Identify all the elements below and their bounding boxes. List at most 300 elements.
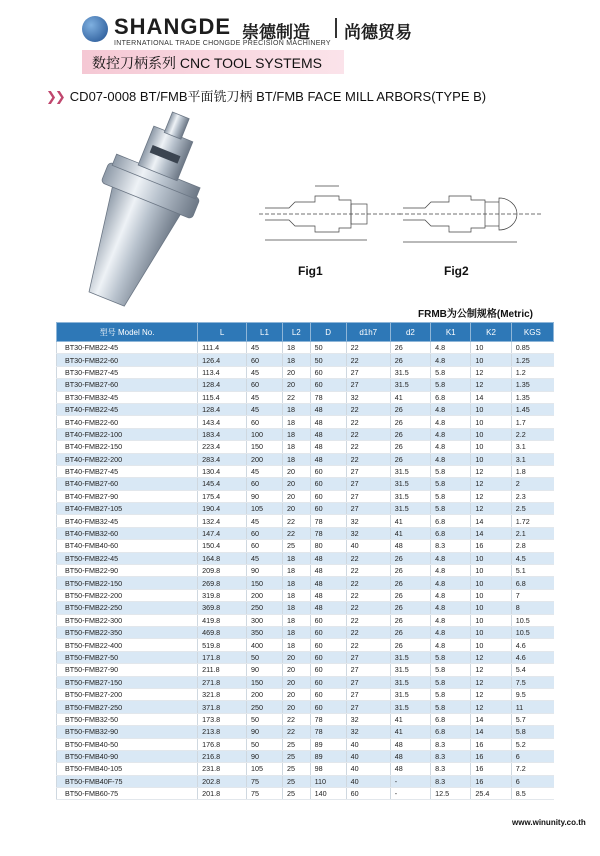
table-row <box>57 503 554 515</box>
table-row <box>57 453 554 465</box>
table-cell: 6.8 <box>431 713 471 725</box>
table-cell: 50 <box>246 738 282 750</box>
model-cell: BT30-FMB27-45 <box>57 366 198 378</box>
table-cell: 2 <box>511 478 553 490</box>
column-header: KGS <box>511 323 553 342</box>
table-cell: 4.5 <box>511 552 553 564</box>
table-cell: 3.1 <box>511 453 553 465</box>
table-cell: 111.4 <box>198 342 247 354</box>
table-row <box>57 775 554 787</box>
table-row <box>57 490 554 502</box>
table-cell: 469.8 <box>198 626 247 638</box>
table-cell: 20 <box>283 688 311 700</box>
fig2-drawing <box>395 180 545 250</box>
table-cell: 12 <box>471 490 511 502</box>
table-cell: 48 <box>310 441 346 453</box>
table-cell: 27 <box>346 701 390 713</box>
model-cell: BT40-FMB27-60 <box>57 478 198 490</box>
table-cell: 4.8 <box>431 416 471 428</box>
website-url: www.winunity.co.th <box>512 818 586 827</box>
table-cell: 147.4 <box>198 527 247 539</box>
table-cell: 369.8 <box>198 602 247 614</box>
table-cell: 173.8 <box>198 713 247 725</box>
table-cell: 27 <box>346 651 390 663</box>
table-cell: 8.3 <box>431 775 471 787</box>
model-cell: BT40-FMB22-45 <box>57 403 198 415</box>
table-cell: 18 <box>283 614 311 626</box>
table-cell: 11 <box>511 701 553 713</box>
table-cell: 45 <box>246 366 282 378</box>
table-cell: 20 <box>283 651 311 663</box>
table-cell: 26 <box>390 565 430 577</box>
product-title: CD07-0008 BT/FMB平面铣刀柄 BT/FMB FACE MILL ARBORS(TYPE B) <box>69 89 487 104</box>
column-header: L <box>198 323 247 342</box>
table-cell: 5.4 <box>511 664 553 676</box>
table-cell: 48 <box>310 602 346 614</box>
table-cell: 22 <box>346 589 390 601</box>
table-cell: 175.4 <box>198 490 247 502</box>
table-cell: 18 <box>283 589 311 601</box>
table-row <box>57 416 554 428</box>
table-cell: 371.8 <box>198 701 247 713</box>
table-cell: 8.5 <box>511 788 553 800</box>
table-cell: 60 <box>310 379 346 391</box>
table-cell: 6 <box>511 750 553 762</box>
table-cell: 1.25 <box>511 354 553 366</box>
table-row <box>57 354 554 366</box>
table-cell: 27 <box>346 465 390 477</box>
table-cell: 60 <box>310 688 346 700</box>
model-cell: BT50-FMB22-150 <box>57 577 198 589</box>
table-cell: 48 <box>310 577 346 589</box>
table-row <box>57 614 554 626</box>
table-cell: 3.1 <box>511 441 553 453</box>
table-cell: 4.8 <box>431 614 471 626</box>
table-cell: 10.5 <box>511 614 553 626</box>
table-cell: 190.4 <box>198 503 247 515</box>
table-cell: 45 <box>246 391 282 403</box>
table-cell: 60 <box>310 503 346 515</box>
table-cell: 250 <box>246 701 282 713</box>
table-cell: 10 <box>471 441 511 453</box>
model-cell: BT40-FMB27-90 <box>57 490 198 502</box>
table-cell: 130.4 <box>198 465 247 477</box>
table-cell: 519.8 <box>198 639 247 651</box>
model-cell: BT40-FMB22-60 <box>57 416 198 428</box>
model-cell: BT30-FMB32-45 <box>57 391 198 403</box>
table-cell: 6.8 <box>431 726 471 738</box>
table-cell: 32 <box>346 713 390 725</box>
table-cell: 45 <box>246 342 282 354</box>
model-cell: BT40-FMB32-45 <box>57 515 198 527</box>
table-cell: 25.4 <box>471 788 511 800</box>
table-cell: 90 <box>246 565 282 577</box>
table-cell: 60 <box>310 366 346 378</box>
table-cell: 202.8 <box>198 775 247 787</box>
table-cell: 16 <box>471 540 511 552</box>
table-cell: 25 <box>283 738 311 750</box>
table-cell: 1.72 <box>511 515 553 527</box>
table-cell: 31.5 <box>390 478 430 490</box>
table-cell: 22 <box>283 726 311 738</box>
table-cell: 26 <box>390 626 430 638</box>
table-row <box>57 441 554 453</box>
table-cell: 10 <box>471 614 511 626</box>
table-cell: 48 <box>390 750 430 762</box>
table-cell: 48 <box>390 540 430 552</box>
table-row <box>57 664 554 676</box>
table-cell: 6 <box>511 775 553 787</box>
table-cell: 31.5 <box>390 664 430 676</box>
table-cell: 80 <box>310 540 346 552</box>
table-cell: 7.2 <box>511 763 553 775</box>
table-cell: 27 <box>346 490 390 502</box>
table-cell: 20 <box>283 490 311 502</box>
tool-holder-photo <box>58 110 238 310</box>
table-cell: 26 <box>390 441 430 453</box>
table-row <box>57 403 554 415</box>
table-cell: 4.8 <box>431 552 471 564</box>
table-cell: 5.8 <box>431 503 471 515</box>
metric-note: FRMB为公制规格(Metric) <box>418 309 533 320</box>
table-cell: 231.8 <box>198 763 247 775</box>
table-cell: 41 <box>390 713 430 725</box>
table-cell: 20 <box>283 379 311 391</box>
brand-cn-name-2: 尚德贸易 <box>344 23 412 42</box>
model-cell: BT30-FMB27-60 <box>57 379 198 391</box>
table-cell: 41 <box>390 527 430 539</box>
table-row <box>57 379 554 391</box>
table-row <box>57 639 554 651</box>
table-cell: 22 <box>283 527 311 539</box>
model-cell: BT40-FMB40-60 <box>57 540 198 552</box>
table-cell: 5.8 <box>431 366 471 378</box>
table-cell: 12 <box>471 503 511 515</box>
table-cell: 2.3 <box>511 490 553 502</box>
table-cell: 4.8 <box>431 342 471 354</box>
table-cell: 2.2 <box>511 428 553 440</box>
table-cell: 60 <box>310 478 346 490</box>
table-cell: 50 <box>246 651 282 663</box>
table-cell: 31.5 <box>390 490 430 502</box>
table-cell: 45 <box>246 515 282 527</box>
table-cell: 22 <box>346 577 390 589</box>
table-cell: 12 <box>471 465 511 477</box>
table-cell: 4.8 <box>431 428 471 440</box>
table-cell: 12 <box>471 478 511 490</box>
table-cell: 25 <box>283 540 311 552</box>
table-cell: 14 <box>471 726 511 738</box>
table-cell: 26 <box>390 577 430 589</box>
table-cell: 12 <box>471 379 511 391</box>
table-cell: 22 <box>346 614 390 626</box>
model-cell: BT50-FMB22-300 <box>57 614 198 626</box>
table-cell: - <box>390 775 430 787</box>
table-cell: 25 <box>283 750 311 762</box>
table-cell: 18 <box>283 416 311 428</box>
brand-divider <box>335 18 337 38</box>
table-cell: 50 <box>310 342 346 354</box>
table-cell: 20 <box>283 676 311 688</box>
table-cell: 78 <box>310 726 346 738</box>
table-cell: 150.4 <box>198 540 247 552</box>
table-cell: 22 <box>346 453 390 465</box>
table-cell: 60 <box>246 478 282 490</box>
table-cell: 5.2 <box>511 738 553 750</box>
table-cell: 5.8 <box>431 651 471 663</box>
table-cell: 26 <box>390 602 430 614</box>
table-cell: 26 <box>390 453 430 465</box>
table-cell: 209.8 <box>198 565 247 577</box>
table-row <box>57 428 554 440</box>
table-row <box>57 726 554 738</box>
table-cell: 271.8 <box>198 676 247 688</box>
table-cell: 90 <box>246 664 282 676</box>
table-cell: 26 <box>390 639 430 651</box>
table-cell: 1.8 <box>511 465 553 477</box>
table-row <box>57 391 554 403</box>
table-cell: 164.8 <box>198 552 247 564</box>
model-cell: BT50-FMB40F-75 <box>57 775 198 787</box>
table-cell: 14 <box>471 527 511 539</box>
table-cell: 6.8 <box>431 527 471 539</box>
table-cell: 22 <box>346 441 390 453</box>
table-cell: 145.4 <box>198 478 247 490</box>
table-cell: 60 <box>246 354 282 366</box>
table-cell: 4.8 <box>431 565 471 577</box>
model-cell: BT50-FMB22-400 <box>57 639 198 651</box>
column-header: K1 <box>431 323 471 342</box>
table-cell: 18 <box>283 552 311 564</box>
model-cell: BT50-FMB40-90 <box>57 750 198 762</box>
column-header: 型号 Model No. <box>57 323 198 342</box>
table-cell: 20 <box>283 465 311 477</box>
table-cell: 12 <box>471 701 511 713</box>
table-cell: 18 <box>283 565 311 577</box>
table-cell: 4.8 <box>431 589 471 601</box>
table-cell: 4.8 <box>431 403 471 415</box>
brand-cn-name: 崇德制造 <box>242 23 310 42</box>
table-cell: 18 <box>283 441 311 453</box>
model-cell: BT50-FMB40-105 <box>57 763 198 775</box>
table-cell: 1.45 <box>511 403 553 415</box>
table-cell: 4.8 <box>431 602 471 614</box>
table-cell: 89 <box>310 750 346 762</box>
model-cell: BT40-FMB27-45 <box>57 465 198 477</box>
table-cell: 200 <box>246 688 282 700</box>
table-cell: 12.5 <box>431 788 471 800</box>
table-cell: 10.5 <box>511 626 553 638</box>
table-cell: 171.8 <box>198 651 247 663</box>
table-cell: 150 <box>246 577 282 589</box>
table-cell: 18 <box>283 403 311 415</box>
table-cell: 132.4 <box>198 515 247 527</box>
table-row <box>57 589 554 601</box>
table-cell: 22 <box>346 342 390 354</box>
table-cell: 26 <box>390 428 430 440</box>
table-cell: 4.8 <box>431 441 471 453</box>
table-cell: 60 <box>310 701 346 713</box>
table-body <box>57 342 554 800</box>
table-cell: 400 <box>246 639 282 651</box>
model-cell: BT50-FMB27-150 <box>57 676 198 688</box>
table-cell: 32 <box>346 527 390 539</box>
table-cell: 18 <box>283 354 311 366</box>
table-row <box>57 540 554 552</box>
model-cell: BT50-FMB32-90 <box>57 726 198 738</box>
table-header-row <box>57 323 554 342</box>
table-cell: 60 <box>310 664 346 676</box>
table-cell: 2.8 <box>511 540 553 552</box>
table-cell: 26 <box>390 342 430 354</box>
table-cell: 32 <box>346 726 390 738</box>
table-cell: 60 <box>246 416 282 428</box>
table-row <box>57 626 554 638</box>
table-row <box>57 577 554 589</box>
table-cell: 26 <box>390 589 430 601</box>
table-cell: 200 <box>246 589 282 601</box>
table-row <box>57 552 554 564</box>
table-cell: 128.4 <box>198 403 247 415</box>
table-cell: 48 <box>310 589 346 601</box>
table-cell: 321.8 <box>198 688 247 700</box>
table-cell: 22 <box>346 626 390 638</box>
table-cell: 60 <box>310 676 346 688</box>
spec-table <box>56 322 554 800</box>
table-cell: - <box>390 788 430 800</box>
table-cell: 12 <box>471 651 511 663</box>
table-cell: 22 <box>346 416 390 428</box>
table-cell: 89 <box>310 738 346 750</box>
model-cell: BT30-FMB22-45 <box>57 342 198 354</box>
table-cell: 75 <box>246 775 282 787</box>
table-cell: 60 <box>310 651 346 663</box>
table-cell: 16 <box>471 763 511 775</box>
model-cell: BT40-FMB22-200 <box>57 453 198 465</box>
table-cell: 150 <box>246 676 282 688</box>
series-banner <box>82 50 344 74</box>
table-cell: 8 <box>511 602 553 614</box>
table-cell: 10 <box>471 626 511 638</box>
table-cell: 105 <box>246 763 282 775</box>
table-cell: 22 <box>346 354 390 366</box>
table-cell: 16 <box>471 775 511 787</box>
chevron-right-icon: ❯❯ <box>46 89 64 104</box>
table-row <box>57 565 554 577</box>
table-cell: 31.5 <box>390 701 430 713</box>
table-cell: 9.5 <box>511 688 553 700</box>
fig1-drawing <box>255 180 405 250</box>
table-cell: 113.4 <box>198 366 247 378</box>
brand-header <box>82 14 552 50</box>
table-cell: 78 <box>310 713 346 725</box>
table-cell: 128.4 <box>198 379 247 391</box>
table-cell: 5.8 <box>511 726 553 738</box>
table-cell: 40 <box>346 540 390 552</box>
table-cell: 1.35 <box>511 379 553 391</box>
brand-logo-icon <box>82 16 108 42</box>
table-cell: 14 <box>471 391 511 403</box>
table-cell: 90 <box>246 726 282 738</box>
table-cell: 27 <box>346 478 390 490</box>
table-cell: 41 <box>390 515 430 527</box>
table-cell: 60 <box>310 614 346 626</box>
table-cell: 60 <box>246 379 282 391</box>
model-cell: BT50-FMB27-90 <box>57 664 198 676</box>
column-header: d2 <box>390 323 430 342</box>
table-cell: 31.5 <box>390 465 430 477</box>
table-cell: 78 <box>310 527 346 539</box>
table-cell: 48 <box>310 428 346 440</box>
column-header: d1h7 <box>346 323 390 342</box>
table-cell: 25 <box>283 788 311 800</box>
table-cell: 115.4 <box>198 391 247 403</box>
table-row <box>57 651 554 663</box>
table-cell: 26 <box>390 416 430 428</box>
table-cell: 8.3 <box>431 738 471 750</box>
table-row <box>57 750 554 762</box>
table-row <box>57 713 554 725</box>
table-cell: 10 <box>471 565 511 577</box>
table-cell: 60 <box>246 527 282 539</box>
table-cell: 10 <box>471 639 511 651</box>
model-cell: BT50-FMB40-50 <box>57 738 198 750</box>
model-cell: BT50-FMB22-200 <box>57 589 198 601</box>
table-cell: 48 <box>390 738 430 750</box>
table-cell: 16 <box>471 738 511 750</box>
table-row <box>57 342 554 354</box>
model-cell: BT50-FMB60-75 <box>57 788 198 800</box>
table-cell: 16 <box>471 750 511 762</box>
table-cell: 5.8 <box>431 664 471 676</box>
table-cell: 10 <box>471 453 511 465</box>
table-cell: 5.8 <box>431 465 471 477</box>
table-cell: 10 <box>471 552 511 564</box>
table-cell: 26 <box>390 354 430 366</box>
table-cell: 4.6 <box>511 651 553 663</box>
table-cell: 6.8 <box>511 577 553 589</box>
table-cell: 18 <box>283 639 311 651</box>
column-header: D <box>310 323 346 342</box>
table-cell: 10 <box>471 602 511 614</box>
table-cell: 40 <box>346 763 390 775</box>
table-cell: 10 <box>471 342 511 354</box>
table-cell: 12 <box>471 664 511 676</box>
table-row <box>57 602 554 614</box>
brand-name: SHANGDE <box>114 14 232 39</box>
table-cell: 31.5 <box>390 688 430 700</box>
table-cell: 269.8 <box>198 577 247 589</box>
model-cell: BT50-FMB22-350 <box>57 626 198 638</box>
table-cell: 143.4 <box>198 416 247 428</box>
model-cell: BT40-FMB22-100 <box>57 428 198 440</box>
table-cell: 22 <box>346 428 390 440</box>
table-cell: 2.5 <box>511 503 553 515</box>
table-cell: 4.8 <box>431 626 471 638</box>
table-cell: 4.6 <box>511 639 553 651</box>
table-cell: 319.8 <box>198 589 247 601</box>
table-row <box>57 515 554 527</box>
table-cell: 5.8 <box>431 478 471 490</box>
table-cell: 90 <box>246 750 282 762</box>
table-cell: 176.8 <box>198 738 247 750</box>
table-cell: 10 <box>471 577 511 589</box>
table-cell: 31.5 <box>390 503 430 515</box>
table-cell: 300 <box>246 614 282 626</box>
table-cell: 223.4 <box>198 441 247 453</box>
table-cell: 48 <box>390 763 430 775</box>
table-cell: 75 <box>246 788 282 800</box>
